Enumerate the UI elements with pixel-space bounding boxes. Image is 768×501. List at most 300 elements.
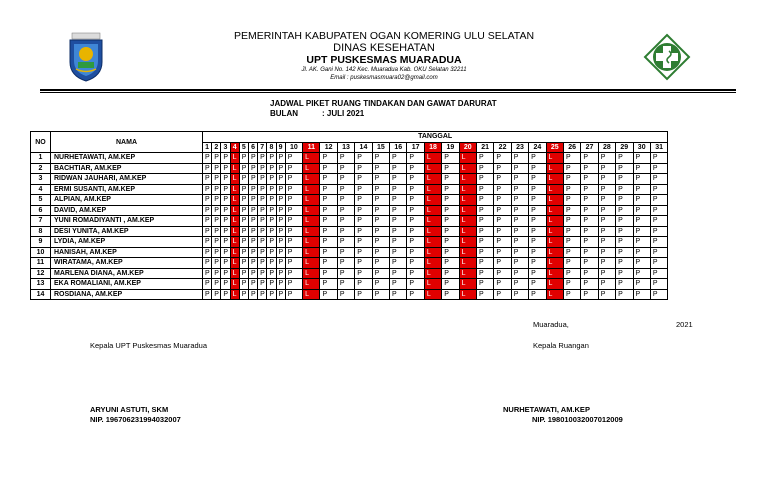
shift-cell: P [221,279,230,290]
shift-cell: P [239,205,248,216]
shift-cell: P [633,174,650,185]
day-header: 8 [267,142,276,153]
shift-cell: L [424,205,441,216]
shift-cell: L [230,237,239,248]
shift-cell: P [616,153,633,164]
shift-cell: P [221,268,230,279]
shift-cell: L [303,258,320,269]
shift-cell: P [203,268,212,279]
shift-cell: P [476,174,493,185]
shift-cell: P [355,268,372,279]
left-signatory-name: ARYUNI ASTUTI, SKM [90,405,169,414]
shift-cell: P [248,289,257,300]
shift-cell: P [203,205,212,216]
shift-cell: P [337,268,354,279]
day-header: 7 [258,142,267,153]
shift-cell: P [203,226,212,237]
staff-name: ROSDIANA, AM.KEP [51,289,203,300]
shift-cell: P [276,184,285,195]
shift-cell: P [633,184,650,195]
shift-cell: P [212,226,221,237]
shift-cell: P [650,289,667,300]
shift-cell: P [212,216,221,227]
shift-cell: P [248,205,257,216]
shift-cell: P [276,216,285,227]
shift-cell: P [285,268,302,279]
shift-cell: L [230,216,239,227]
shift-cell: P [285,153,302,164]
shift-cell: P [511,279,528,290]
shift-cell: P [494,247,511,258]
shift-cell: P [203,216,212,227]
table-row [31,226,668,237]
shift-cell: P [598,289,615,300]
left-signatory-nip: NIP. 196706231994032007 [90,415,181,424]
shift-cell: P [598,279,615,290]
shift-cell: L [303,163,320,174]
shift-cell: P [248,184,257,195]
right-signatory-nip: NIP. 198010032007012009 [532,415,623,424]
shift-cell: P [442,195,459,206]
staff-name: DESI YUNITA, AM.KEP [51,226,203,237]
shift-cell: P [212,237,221,248]
header-divider-thick [40,89,736,91]
shift-cell: P [248,247,257,258]
shift-cell: P [285,216,302,227]
shift-cell: P [494,174,511,185]
shift-cell: P [511,226,528,237]
shift-cell: P [320,268,337,279]
shift-cell: P [203,184,212,195]
shift-cell: P [355,174,372,185]
shift-cell: P [476,279,493,290]
day-header: 10 [285,142,302,153]
shift-cell: P [337,226,354,237]
shift-cell: P [276,279,285,290]
shift-cell: L [230,153,239,164]
shift-cell: P [616,268,633,279]
shift-cell: P [320,258,337,269]
shift-cell: P [407,195,424,206]
shift-cell: P [511,153,528,164]
shift-cell: P [258,153,267,164]
shift-cell: P [239,268,248,279]
day-header: 16 [390,142,407,153]
shift-cell: L [546,279,563,290]
shift-cell: P [511,258,528,269]
shift-cell: P [212,174,221,185]
day-header: 26 [563,142,580,153]
shift-cell: P [581,174,598,185]
shift-cell: P [355,289,372,300]
shift-cell: P [212,184,221,195]
shift-cell: L [546,226,563,237]
shift-cell: L [424,279,441,290]
shift-cell: P [511,216,528,227]
shift-cell: P [633,279,650,290]
shift-cell: P [511,289,528,300]
row-number: 4 [31,184,51,195]
shift-cell: L [546,163,563,174]
shift-cell: L [303,174,320,185]
shift-cell: P [390,247,407,258]
day-header: 9 [276,142,285,153]
table-row [31,163,668,174]
shift-cell: P [258,205,267,216]
right-signatory-name: NURHETAWATI, AM.KEP [503,405,590,414]
shift-cell: P [248,174,257,185]
shift-cell: P [337,258,354,269]
shift-cell: P [650,184,667,195]
shift-cell: P [372,174,389,185]
shift-cell: P [337,153,354,164]
shift-cell: P [372,226,389,237]
shift-cell: L [459,268,476,279]
header-divider-thin [40,92,736,93]
shift-cell: P [563,279,580,290]
shift-cell: P [407,258,424,269]
shift-cell: P [221,247,230,258]
shift-cell: P [320,195,337,206]
shift-cell: P [563,174,580,185]
shift-cell: L [546,258,563,269]
column-header-nama: NAMA [51,132,203,153]
shift-cell: P [355,195,372,206]
shift-cell: P [616,174,633,185]
shift-cell: P [563,258,580,269]
shift-cell: P [633,268,650,279]
shift-cell: P [407,184,424,195]
shift-cell: P [320,247,337,258]
shift-cell: P [248,268,257,279]
shift-cell: P [598,153,615,164]
shift-cell: P [355,237,372,248]
day-header: 12 [320,142,337,153]
shift-cell: P [616,163,633,174]
shift-cell: L [424,237,441,248]
shift-cell: P [476,195,493,206]
shift-cell: P [442,258,459,269]
shift-cell: P [581,237,598,248]
shift-cell: P [337,247,354,258]
shift-cell: P [442,153,459,164]
signature-year: 2021 [676,320,693,329]
shift-cell: P [372,184,389,195]
table-row [31,268,668,279]
shift-cell: P [390,216,407,227]
shift-cell: P [633,258,650,269]
shift-cell: P [372,163,389,174]
shift-cell: L [424,247,441,258]
day-header: 19 [442,142,459,153]
shift-cell: L [546,174,563,185]
shift-cell: P [476,153,493,164]
shift-cell: P [276,195,285,206]
shift-cell: L [230,268,239,279]
shift-cell: P [407,279,424,290]
shift-cell: P [337,195,354,206]
day-header: 11 [303,142,320,153]
shift-cell: P [529,195,546,206]
shift-cell: P [320,237,337,248]
shift-cell: P [476,237,493,248]
table-row [31,195,668,206]
shift-cell: P [285,237,302,248]
shift-cell: P [598,184,615,195]
shift-cell: P [407,237,424,248]
shift-cell: P [407,163,424,174]
schedule-body [31,153,668,300]
shift-cell: P [598,247,615,258]
shift-cell: P [616,247,633,258]
shift-cell: P [276,163,285,174]
staff-name: ALPIAN, AM.KEP [51,195,203,206]
shift-cell: P [407,226,424,237]
shift-cell: P [511,163,528,174]
day-header: 5 [239,142,248,153]
shift-cell: P [494,205,511,216]
shift-cell: P [239,226,248,237]
shift-cell: P [633,195,650,206]
shift-cell: P [221,226,230,237]
shift-cell: P [650,226,667,237]
shift-cell: P [337,216,354,227]
shift-cell: P [476,268,493,279]
shift-cell: P [239,279,248,290]
shift-cell: P [276,237,285,248]
shift-cell: L [459,205,476,216]
shift-cell: P [581,226,598,237]
shift-cell: P [320,174,337,185]
shift-cell: P [276,289,285,300]
shift-cell: P [633,205,650,216]
shift-cell: P [563,184,580,195]
shift-cell: P [390,184,407,195]
shift-cell: P [407,174,424,185]
shift-cell: P [239,195,248,206]
shift-cell: P [276,247,285,258]
shift-cell: P [258,216,267,227]
shift-cell: P [494,279,511,290]
staff-name: HANISAH, AM.KEP [51,247,203,258]
shift-cell: P [267,195,276,206]
shift-cell: P [337,205,354,216]
shift-cell: P [372,268,389,279]
shift-cell: P [494,153,511,164]
shift-cell: P [511,184,528,195]
shift-cell: P [248,216,257,227]
shift-cell: P [581,153,598,164]
table-row [31,247,668,258]
staff-name: LYDIA, AM.KEP [51,237,203,248]
shift-cell: P [203,163,212,174]
shift-cell: P [285,174,302,185]
shift-cell: P [267,237,276,248]
day-header: 17 [407,142,424,153]
shift-cell: P [258,237,267,248]
shift-cell: L [303,195,320,206]
shift-cell: P [442,268,459,279]
shift-cell: P [372,195,389,206]
shift-cell: P [239,153,248,164]
staff-name: MARLENA DIANA, AM.KEP [51,268,203,279]
shift-cell: L [230,258,239,269]
shift-cell: P [563,268,580,279]
shift-cell: P [221,289,230,300]
shift-cell: L [546,237,563,248]
shift-cell: P [511,247,528,258]
shift-cell: P [442,174,459,185]
shift-cell: P [581,268,598,279]
day-header: 28 [598,142,615,153]
shift-cell: P [442,205,459,216]
shift-cell: P [337,174,354,185]
shift-cell: P [355,247,372,258]
shift-cell: P [650,205,667,216]
shift-cell: P [563,237,580,248]
shift-cell: P [248,258,257,269]
row-number: 8 [31,226,51,237]
shift-cell: L [424,258,441,269]
day-header: 29 [616,142,633,153]
shift-cell: P [494,195,511,206]
shift-cell: P [650,174,667,185]
shift-cell: P [529,163,546,174]
shift-cell: P [337,163,354,174]
shift-cell: P [276,258,285,269]
header-address: Jl. AK. Gani No. 142 Kec. Muaradua Kab. OKU Selatan 32211 [301,67,467,73]
shift-cell: P [221,237,230,248]
table-row [31,184,668,195]
shift-cell: P [442,163,459,174]
day-header: 14 [355,142,372,153]
shift-cell: L [303,205,320,216]
shift-cell: P [285,289,302,300]
shift-cell: P [442,226,459,237]
shift-cell: P [616,216,633,227]
shift-cell: P [529,205,546,216]
shift-cell: L [424,289,441,300]
shift-cell: P [258,258,267,269]
shift-cell: L [546,195,563,206]
day-header: 15 [372,142,389,153]
day-header: 4 [230,142,239,153]
month-label: BULAN [270,109,298,118]
staff-name: WIRATAMA, AM.KEP [51,258,203,269]
shift-cell: P [407,216,424,227]
row-number: 7 [31,216,51,227]
shift-cell: L [303,153,320,164]
shift-cell: P [633,289,650,300]
shift-cell: P [563,163,580,174]
shift-cell: L [459,279,476,290]
shift-cell: P [494,237,511,248]
shift-cell: P [563,226,580,237]
shift-cell: L [459,258,476,269]
shift-cell: P [598,216,615,227]
shift-cell: P [563,195,580,206]
shift-cell: L [424,268,441,279]
staff-name: BACHTIAR, AM.KEP [51,163,203,174]
shift-cell: P [267,226,276,237]
day-header: 2 [212,142,221,153]
shift-cell: P [337,289,354,300]
shift-cell: L [303,289,320,300]
shift-cell: P [203,289,212,300]
shift-cell: P [511,237,528,248]
shift-cell: P [494,216,511,227]
shift-cell: L [303,247,320,258]
shift-cell: P [372,258,389,269]
day-header: 21 [476,142,493,153]
shift-cell: P [355,205,372,216]
shift-cell: P [390,268,407,279]
shift-cell: P [476,258,493,269]
shift-cell: P [258,174,267,185]
document-title: JADWAL PIKET RUANG TINDAKAN DAN GAWAT DARURAT [270,99,497,108]
shift-cell: L [230,195,239,206]
day-header: 6 [248,142,257,153]
shift-cell: P [616,258,633,269]
shift-cell: P [221,195,230,206]
shift-cell: P [563,289,580,300]
day-header: 27 [581,142,598,153]
shift-cell: P [511,205,528,216]
shift-cell: P [390,289,407,300]
shift-cell: P [529,153,546,164]
shift-cell: P [212,258,221,269]
header-department: DINAS KESEHATAN [333,42,435,54]
shift-cell: P [239,258,248,269]
row-number: 13 [31,279,51,290]
month-value: : JULI 2021 [322,109,365,118]
shift-cell: P [390,163,407,174]
shift-cell: L [424,195,441,206]
shift-cell: P [407,205,424,216]
shift-cell: P [476,205,493,216]
shift-cell: L [459,153,476,164]
shift-cell: P [529,174,546,185]
shift-cell: P [320,163,337,174]
shift-cell: P [258,279,267,290]
day-header: 25 [546,142,563,153]
shift-cell: P [650,258,667,269]
shift-cell: P [267,205,276,216]
shift-cell: L [303,279,320,290]
shift-cell: P [581,163,598,174]
shift-cell: P [581,195,598,206]
table-row [31,258,668,269]
row-number: 9 [31,237,51,248]
shift-cell: P [529,226,546,237]
shift-cell: P [563,153,580,164]
shift-cell: P [581,184,598,195]
table-row [31,153,668,164]
shift-cell: P [239,247,248,258]
header-email: Email : puskesmasmuara02@gmail.com [330,75,438,81]
shift-cell: P [355,226,372,237]
shift-cell: P [285,247,302,258]
shift-cell: P [581,279,598,290]
shift-cell: L [230,205,239,216]
day-header: 23 [511,142,528,153]
shift-cell: P [511,174,528,185]
shift-cell: P [212,195,221,206]
shift-cell: P [320,216,337,227]
shift-cell: P [372,216,389,227]
shift-cell: L [459,216,476,227]
shift-cell: P [285,163,302,174]
